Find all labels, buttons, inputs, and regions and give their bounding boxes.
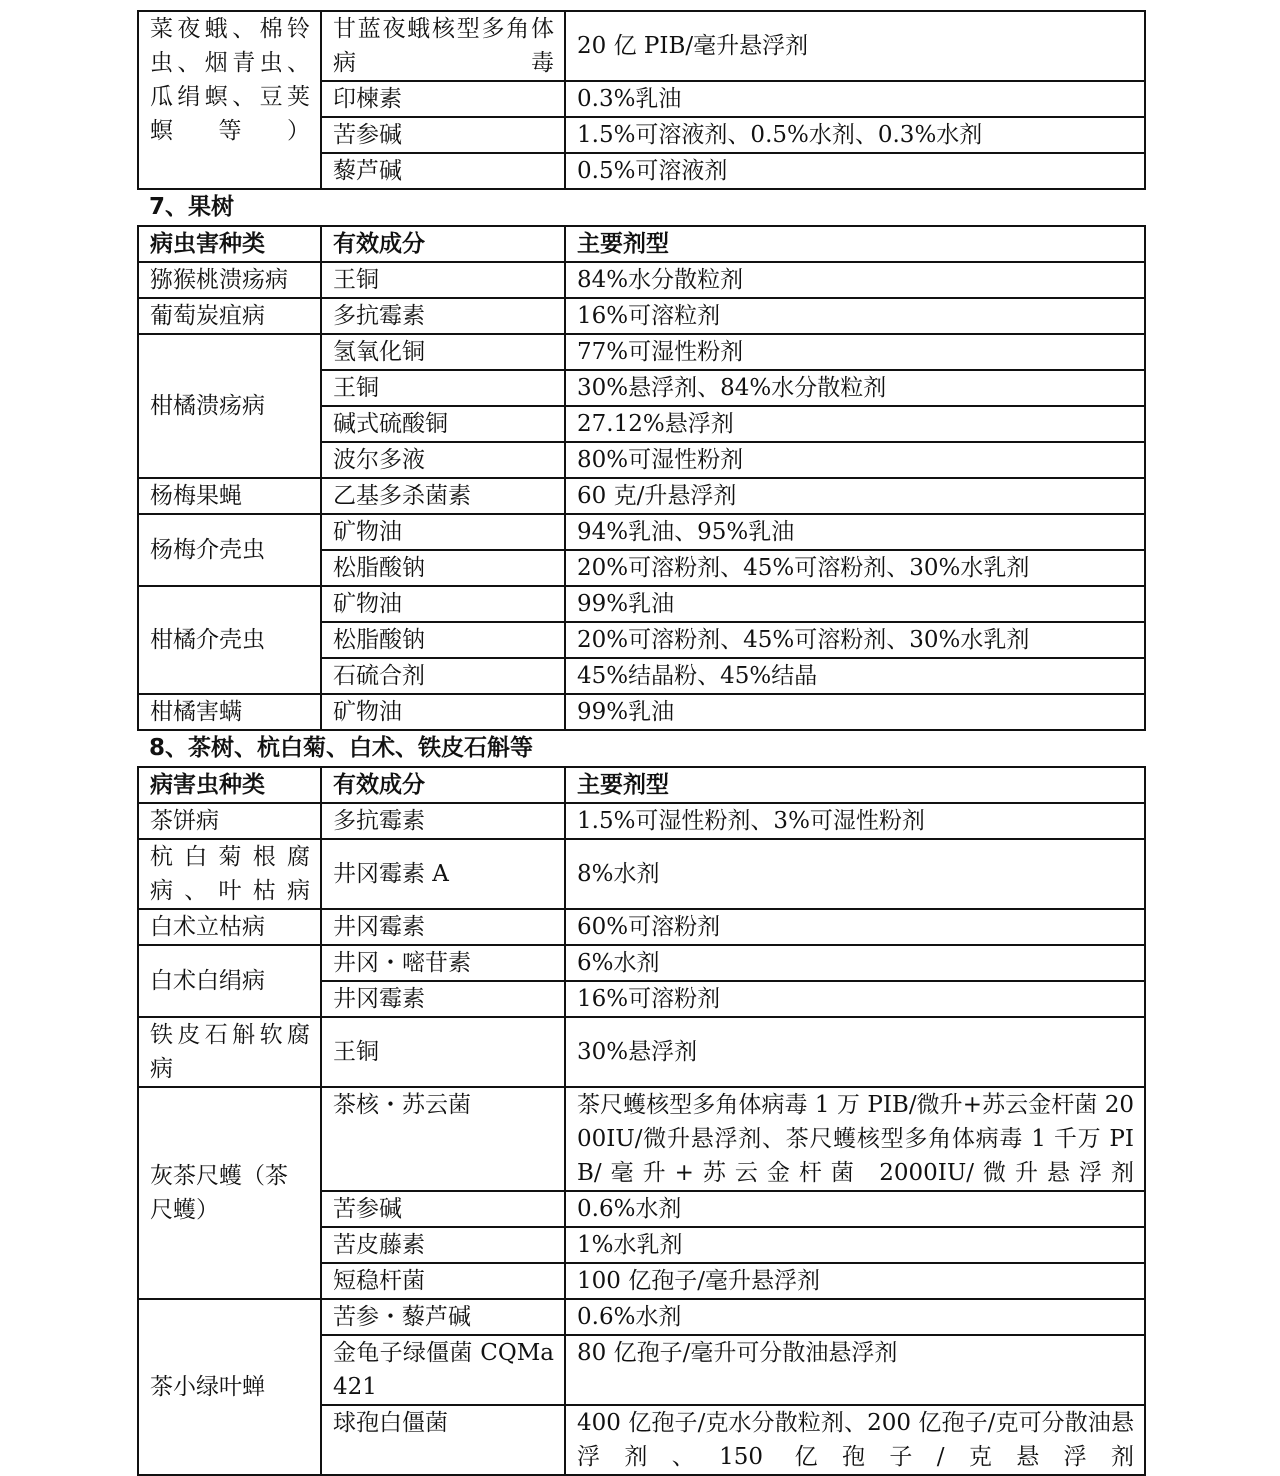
pest-cell: 菜夜蛾、棉铃虫、烟青虫、瓜绢螟、豆荚螟等）: [138, 11, 321, 189]
table-row: [138, 1017, 1145, 1087]
formulation-cell: 16%可溶粉剂: [565, 981, 1145, 1017]
formulation-cell: 0.6%水剂: [565, 1299, 1145, 1335]
ingredient-cell: 王铜: [321, 370, 565, 406]
pest-cell: 猕猴桃溃疡病: [138, 262, 321, 298]
formulation-cell: 0.3%乳油: [565, 81, 1145, 117]
formulation-cell: 1.5%可湿性粉剂、3%可湿性粉剂: [565, 803, 1145, 839]
header-pest: 病害虫种类: [138, 767, 321, 803]
ingredient-cell: 矿物油: [321, 694, 565, 730]
ingredient-cell: 氢氧化铜: [321, 334, 565, 370]
ingredient-cell: 波尔多液: [321, 442, 565, 478]
ingredient-cell: 矿物油: [321, 514, 565, 550]
formulation-cell: 80 亿孢子/毫升可分散油悬浮剂: [565, 1335, 1145, 1405]
pest-cell: 灰茶尺蠖（茶尺蠖）: [138, 1087, 321, 1299]
ingredient-cell: 井冈霉素 A: [321, 839, 565, 909]
pest-cell: 铁皮石斛软腐病: [138, 1017, 321, 1087]
fruit-tree-table: [137, 225, 1146, 731]
pest-cell: 茶小绿叶蝉: [138, 1299, 321, 1475]
pest-cell: 白术立枯病: [138, 909, 321, 945]
pest-cell: 杨梅介壳虫: [138, 514, 321, 586]
formulation-cell: 20%可溶粉剂、45%可溶粉剂、30%水乳剂: [565, 550, 1145, 586]
formulation-cell: 20 亿 PIB/毫升悬浮剂: [565, 11, 1145, 81]
formulation-cell: 60%可溶粉剂: [565, 909, 1145, 945]
ingredient-cell: 井冈霉素: [321, 981, 565, 1017]
pest-cell: 柑橘害螨: [138, 694, 321, 730]
formulation-cell: 400 亿孢子/克水分散粒剂、200 亿孢子/克可分散油悬浮剂、150 亿孢子/克悬浮剂: [565, 1405, 1145, 1475]
formulation-cell: 30%悬浮剂: [565, 1017, 1145, 1087]
table-row: [138, 803, 1145, 839]
formulation-cell: 8%水剂: [565, 839, 1145, 909]
table-row: [138, 514, 1145, 550]
ingredient-cell: 藜芦碱: [321, 153, 565, 189]
table-row: [138, 262, 1145, 298]
formulation-cell: 100 亿孢子/毫升悬浮剂: [565, 1263, 1145, 1299]
table-header-row: [138, 226, 1145, 262]
table-header-row: [138, 767, 1145, 803]
pest-cell: 杭白菊根腐病、叶枯病: [138, 839, 321, 909]
formulation-cell: 80%可湿性粉剂: [565, 442, 1145, 478]
ingredient-cell: 苦参・藜芦碱: [321, 1299, 565, 1335]
formulation-cell: 84%水分散粒剂: [565, 262, 1145, 298]
ingredient-cell: 王铜: [321, 1017, 565, 1087]
ingredient-cell: 石硫合剂: [321, 658, 565, 694]
tea-herb-table: [137, 766, 1146, 1476]
formulation-cell: 0.5%可溶液剂: [565, 153, 1145, 189]
ingredient-cell: 井冈・嘧苷素: [321, 945, 565, 981]
table-row: [138, 478, 1145, 514]
formulation-cell: 16%可溶粒剂: [565, 298, 1145, 334]
ingredient-cell: 井冈霉素: [321, 909, 565, 945]
table-row: [138, 839, 1145, 909]
header-ingredient: 有效成分: [321, 226, 565, 262]
header-formulation: 主要剂型: [565, 226, 1145, 262]
table-row: [138, 909, 1145, 945]
ingredient-cell: 松脂酸钠: [321, 550, 565, 586]
table-row: [138, 694, 1145, 730]
table-row: [138, 945, 1145, 981]
ingredient-cell: 短稳杆菌: [321, 1263, 565, 1299]
formulation-cell: 60 克/升悬浮剂: [565, 478, 1145, 514]
ingredient-cell: 苦参碱: [321, 117, 565, 153]
ingredient-cell: 多抗霉素: [321, 298, 565, 334]
formulation-cell: 94%乳油、95%乳油: [565, 514, 1145, 550]
formulation-cell: 45%结晶粉、45%结晶: [565, 658, 1145, 694]
table-row: [138, 298, 1145, 334]
ingredient-cell: 苦皮藤素: [321, 1227, 565, 1263]
formulation-cell: 30%悬浮剂、84%水分散粒剂: [565, 370, 1145, 406]
ingredient-cell: 苦参碱: [321, 1191, 565, 1227]
ingredient-cell: 乙基多杀菌素: [321, 478, 565, 514]
header-ingredient: 有效成分: [321, 767, 565, 803]
document-page: [137, 10, 1144, 1476]
formulation-cell: 1%水乳剂: [565, 1227, 1145, 1263]
pesticide-table-continued: [137, 10, 1146, 190]
ingredient-cell: 松脂酸钠: [321, 622, 565, 658]
table-row: [138, 1299, 1145, 1335]
ingredient-cell: 碱式硫酸铜: [321, 406, 565, 442]
pest-cell: 白术白绢病: [138, 945, 321, 1017]
pest-cell: 茶饼病: [138, 803, 321, 839]
section-title-fruit-trees: 7、果树: [149, 194, 235, 220]
ingredient-cell: 茶核・苏云菌: [321, 1087, 565, 1191]
ingredient-cell: 印楝素: [321, 81, 565, 117]
ingredient-cell: 甘蓝夜蛾核型多角体病毒: [321, 11, 565, 81]
ingredient-cell: 球孢白僵菌: [321, 1405, 565, 1475]
table-row: [138, 334, 1145, 370]
pest-cell: 葡萄炭疽病: [138, 298, 321, 334]
pest-cell: 柑橘介壳虫: [138, 586, 321, 694]
table-row: [138, 1087, 1145, 1191]
formulation-cell: 99%乳油: [565, 586, 1145, 622]
ingredient-cell: 矿物油: [321, 586, 565, 622]
ingredient-cell: 金龟子绿僵菌 CQMa421: [321, 1335, 565, 1405]
table-row: [138, 586, 1145, 622]
formulation-cell: 茶尺蠖核型多角体病毒 1 万 PIB/微升+苏云金杆菌 2000IU/微升悬浮剂、茶尺蠖核型多角体病毒 1 千万 PIB/毫升+苏云金杆菌 2000IU/微升悬浮剂: [565, 1087, 1145, 1191]
formulation-cell: 0.6%水剂: [565, 1191, 1145, 1227]
formulation-cell: 99%乳油: [565, 694, 1145, 730]
formulation-cell: 77%可湿性粉剂: [565, 334, 1145, 370]
ingredient-cell: 多抗霉素: [321, 803, 565, 839]
formulation-cell: 6%水剂: [565, 945, 1145, 981]
pest-cell: 杨梅果蝇: [138, 478, 321, 514]
formulation-cell: 20%可溶粉剂、45%可溶粉剂、30%水乳剂: [565, 622, 1145, 658]
table-border-continuation: [137, 1455, 139, 1475]
table-row: [138, 11, 1145, 81]
pest-cell: 柑橘溃疡病: [138, 334, 321, 478]
section-title-tea-herbs: 8、茶树、杭白菊、白术、铁皮石斛等: [149, 735, 534, 761]
header-formulation: 主要剂型: [565, 767, 1145, 803]
formulation-cell: 1.5%可溶液剂、0.5%水剂、0.3%水剂: [565, 117, 1145, 153]
header-pest: 病虫害种类: [138, 226, 321, 262]
formulation-cell: 27.12%悬浮剂: [565, 406, 1145, 442]
ingredient-cell: 王铜: [321, 262, 565, 298]
